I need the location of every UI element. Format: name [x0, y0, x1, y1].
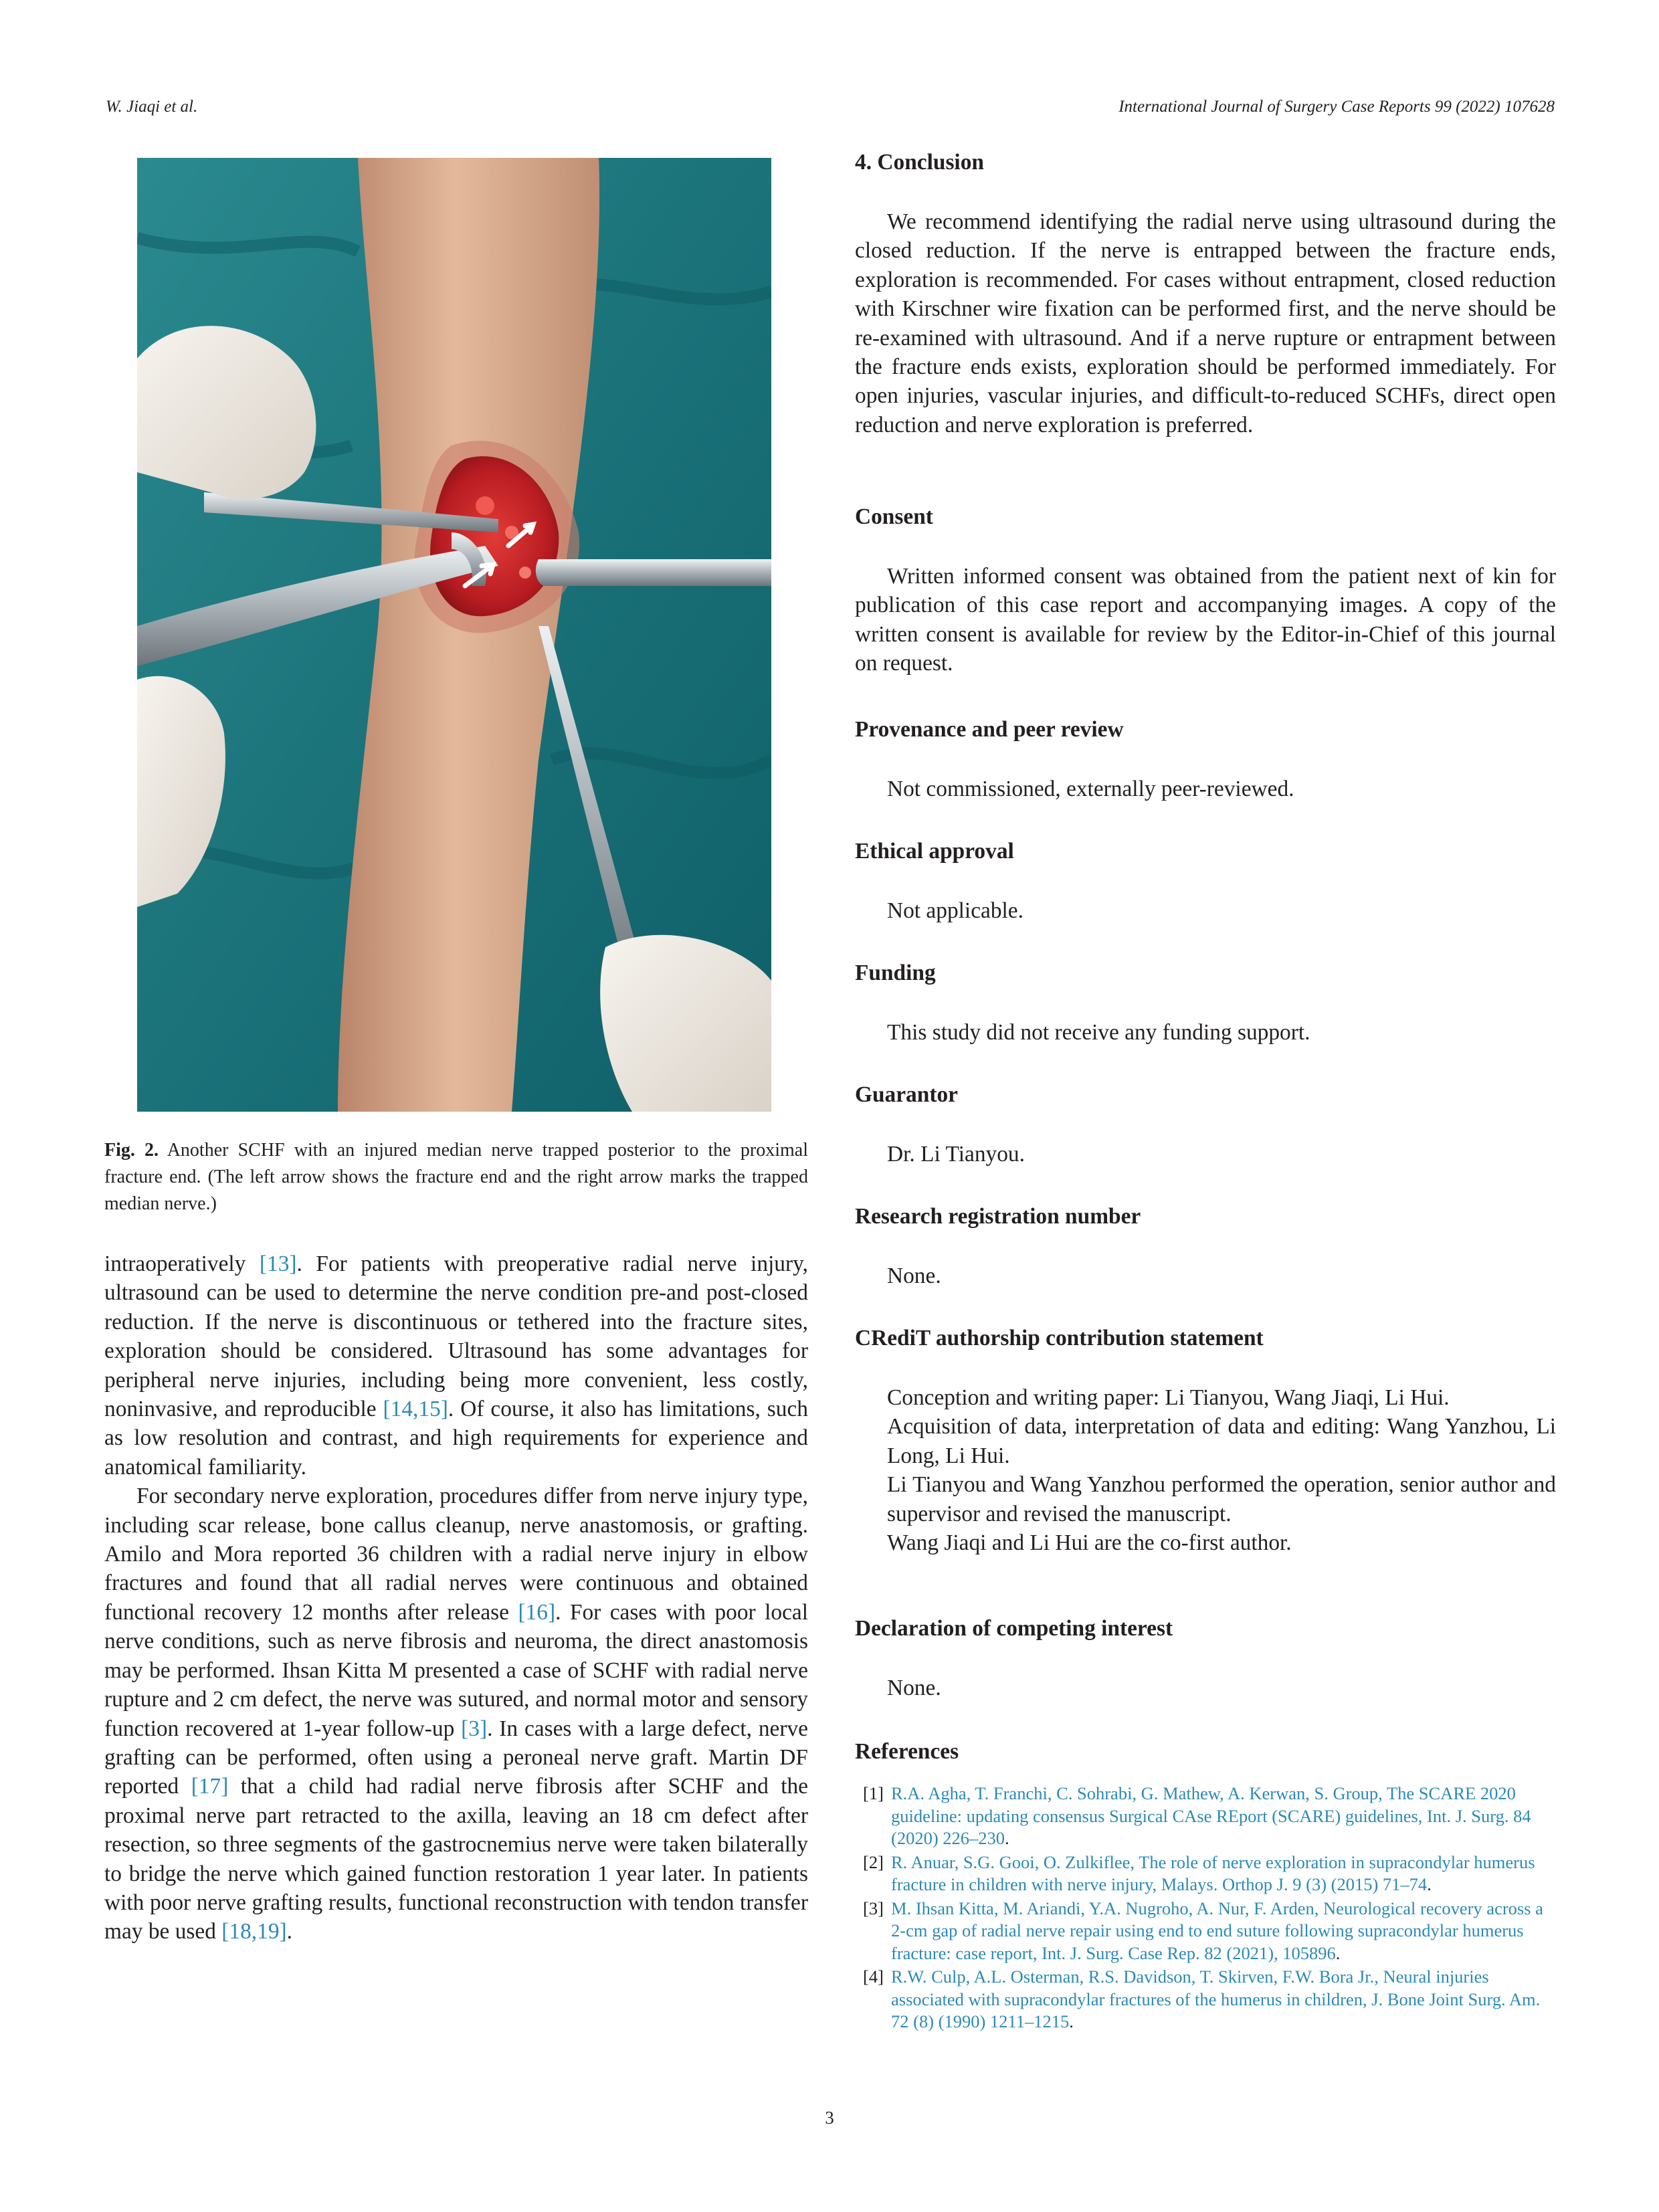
citation-link[interactable]: [14,15] — [383, 1397, 448, 1422]
citation-link[interactable]: [16] — [518, 1599, 556, 1625]
page-number: 3 — [825, 2108, 834, 2128]
section-body: We recommend identifying the radial nerve using ultrasound during the closed reduction. If the nerve is entrapped between the fracture ends, exploration is recommended. For cases without entrapment, closed reduction with Kirschner wire fixation can be performed first, and the nerve should be re-examined with ultrasound. And if a nerve rupture or entrapment between the fracture ends exists, exploration should be performed immediately. For open injuries, vascular injuries, and difficult-to-reduced SCHFs, direct open reduction and nerve exploration is preferred. — [855, 209, 1556, 437]
section-heading: Declaration of competing interest — [855, 1616, 1173, 1641]
reference-link[interactable]: R.W. Culp, A.L. Osterman, R.S. Davidson, T. Skirven, F.W. Bora Jr., Neural injuries associated with supracondylar fractures of the humerus in children, J. Bone Joint Surg. Am. 72 (8) (1990) 1211–1215 — [891, 1967, 1541, 2031]
citation-link[interactable]: [18,19] — [221, 1919, 287, 1944]
section-heading: CRediT authorship contribution statement — [855, 1326, 1264, 1350]
section-heading: 4. Conclusion — [855, 150, 984, 175]
section-heading: Research registration number — [855, 1204, 1141, 1229]
credit-line: Conception and writing paper: Li Tianyou, Wang Jiaqi, Li Hui. — [887, 1385, 1450, 1410]
section-consent — [855, 500, 1556, 678]
text-run: . For cases with poor local nerve conditions, such as nerve fibrosis and neuroma, the direct anastomosis may be performed. Ihsan Kitta M presented a case of SCHF with radial nerve rupture and 2 cm defect, the nerve was sutured, and normal motor and sensory function recovered at 1-year follow-up — [104, 1599, 808, 1741]
text-run: . For patients with preoperative radial nerve injury, ultrasound can be used to determine the nerve condition pre-and post-closed reduction. If the nerve is discontinuous or tethered into the fracture sites, exploration should be considered. Ultrasound has some advantages for peripheral nerve injuries, including being more convenient, less costly, noninvasive, and reproducible — [104, 1251, 808, 1422]
credit-line: Li Tianyou and Wang Yanzhou performed the operation, senior author and supervisor and revised the manuscript. — [887, 1472, 1556, 1526]
text-run: . Of course, it also has limitations, such as low resolution and contrast, and high requirements for experience and anatomical familiarity. — [104, 1397, 808, 1480]
text-run: . In cases with a large defect, nerve grafting can be performed, often using a peroneal nerve graft. Martin DF reported — [104, 1716, 808, 1799]
section-references — [855, 1735, 1556, 1769]
section-body: Not commissioned, externally peer-reviewed. — [887, 777, 1294, 801]
section-registration — [855, 1200, 1556, 1290]
section-guarantor — [855, 1078, 1556, 1169]
section-body: Written informed consent was obtained from the patient next of kin for publication of this case report and accompanying images. A copy of the written consent is available for review by the Editor-in-Chief of this journal on request. — [855, 564, 1556, 676]
reference-item: [2] R. Anuar, S.G. Gooi, O. Zulkiflee, The role of nerve exploration in supracondylar humerus fracture in children with nerve injury, Malays. Orthop J. 9 (3) (2015) 71–74. — [855, 1851, 1556, 1896]
reference-number: [3] — [863, 1898, 884, 1918]
credit-line: Wang Jiaqi and Li Hui are the co-first author. — [887, 1530, 1292, 1556]
credit-line: Acquisition of data, interpretation of data and editing: Wang Yanzhou, Li Long, Li Hui. — [887, 1414, 1556, 1468]
reference-item: [3] M. Ihsan Kitta, M. Ariandi, Y.A. Nugroho, A. Nur, F. Arden, Neurological recovery across a 2-cm gap of radial nerve repair using end to end suture following supracondylar humerus fracture: case report, Int. J. Surg. Case Rep. 82 (2021), 105896. — [855, 1898, 1556, 1965]
section-provenance — [855, 713, 1556, 803]
figure-label: Fig. 2. — [104, 1140, 159, 1161]
paragraph — [104, 1249, 808, 1482]
reference-link[interactable]: R. Anuar, S.G. Gooi, O. Zulkiflee, The role of nerve exploration in supracondylar humerus fracture in children with nerve injury, Malays. Orthop J. 9 (3) (2015) 71–74 — [891, 1851, 1535, 1894]
text-run: intraoperatively — [104, 1251, 260, 1276]
figure-caption-text: Another SCHF with an injured median nerve trapped posterior to the proximal fracture end. (The left arrow shows the fracture end and the right arrow marks the trapped median nerve.) — [104, 1140, 808, 1214]
reference-number: [2] — [863, 1851, 884, 1872]
left-column-body — [104, 1249, 808, 1946]
section-heading: Consent — [855, 504, 933, 529]
text-run: . — [286, 1919, 292, 1944]
section-body: None. — [887, 1264, 941, 1288]
text-run: that a child had radial nerve fibrosis after SCHF and the proximal nerve part retracted to the axilla, leaving an 18 cm defect after resection, so three segments of the gastrocnemius nerve were taken bilaterally to bridge the nerve which gained function restoration 1 year later. In patients with poor nerve grafting results, functional reconstruction with tendon transfer may be used — [104, 1774, 808, 1944]
section-body: None. — [887, 1676, 941, 1700]
running-head-journal: International Journal of Surgery Case Reports 99 (2022) 107628 — [1118, 98, 1555, 116]
citation-link[interactable]: [13] — [259, 1251, 297, 1276]
section-competing-interest — [855, 1612, 1556, 1702]
section-heading: Provenance and peer review — [855, 717, 1124, 742]
section-conclusion — [855, 146, 1556, 439]
section-heading: Funding — [855, 961, 936, 985]
running-head-authors: W. Jiaqi et al. — [106, 98, 198, 116]
figure-surgical-photo — [137, 158, 771, 1112]
section-heading: Guarantor — [855, 1082, 958, 1107]
figure-caption — [104, 1137, 808, 1217]
citation-link[interactable]: [3] — [461, 1716, 488, 1741]
section-heading: References — [855, 1739, 959, 1764]
section-ethical — [855, 835, 1556, 925]
reference-list — [855, 1783, 1556, 2035]
text-run: For secondary nerve exploration, procedures differ from nerve injury type, including scar release, bone callus cleanup, nerve anastomosis, or grafting. Amilo and Mora reported 36 children with a radial nerve injury in elbow fractures and found that all radial nerves were continuous and obtained functional recovery 12 months after release — [104, 1484, 808, 1625]
section-body: This study did not receive any funding support. — [887, 1020, 1310, 1045]
reference-number: [1] — [863, 1783, 884, 1803]
citation-link[interactable]: [17] — [191, 1774, 229, 1799]
reference-link[interactable]: M. Ihsan Kitta, M. Ariandi, Y.A. Nugroho, A. Nur, F. Arden, Neurological recovery across a 2-cm gap of radial nerve repair using end to end suture following supracondylar humerus fracture: case report, Int. J. Surg. Case Rep. 82 (2021), 105896 — [891, 1898, 1543, 1963]
reference-item: [1] R.A. Agha, T. Franchi, C. Sohrabi, G. Mathew, A. Kerwan, S. Group, The SCARE 2020 guideline: updating consensus Surgical CAse REport (SCARE) guidelines, Int. J. Surg. 84 (2020) 226–230. — [855, 1783, 1556, 1850]
section-funding — [855, 957, 1556, 1047]
reference-item: [4] R.W. Culp, A.L. Osterman, R.S. Davidson, T. Skirven, F.W. Bora Jr., Neural injuries associated with supracondylar fractures of the humerus in children, J. Bone Joint Surg. Am. 72 (8) (1990) 1211–1215. — [855, 1966, 1556, 2033]
section-body: Dr. Li Tianyou. — [887, 1142, 1025, 1167]
reference-number: [4] — [863, 1967, 884, 1987]
reference-link[interactable]: R.A. Agha, T. Franchi, C. Sohrabi, G. Mathew, A. Kerwan, S. Group, The SCARE 2020 guideline: updating consensus Surgical CAse REport (SCARE) guidelines, Int. J. Surg. 84 (2020) 226–230 — [891, 1783, 1531, 1848]
section-heading: Ethical approval — [855, 839, 1014, 864]
section-body: Not applicable. — [887, 898, 1023, 923]
paragraph — [104, 1482, 808, 1946]
section-credit — [855, 1322, 1556, 1557]
